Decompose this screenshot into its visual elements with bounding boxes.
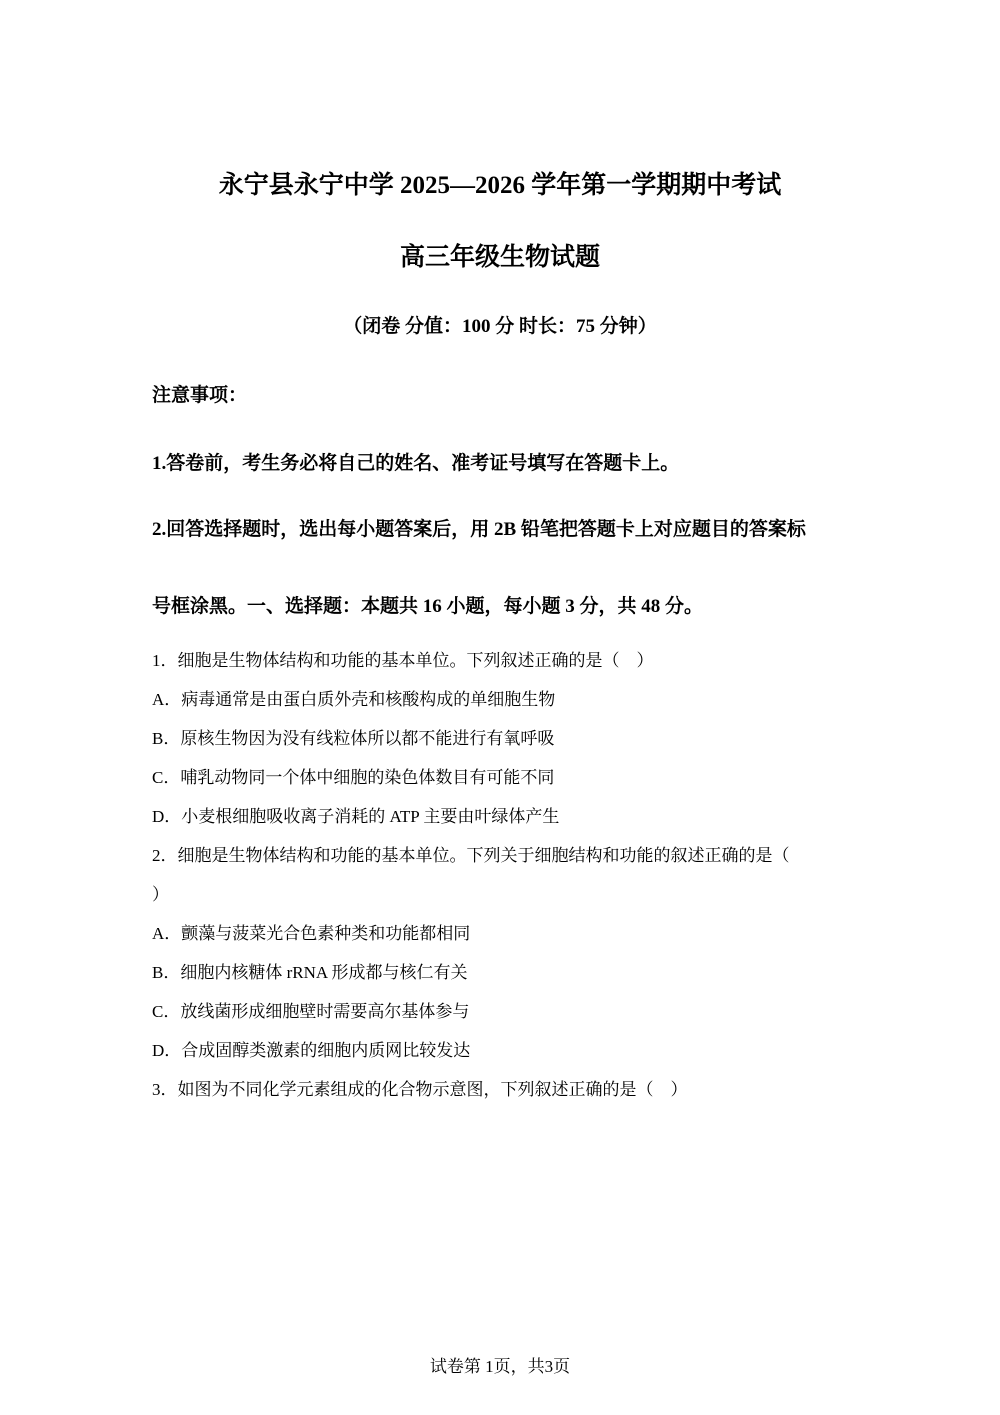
question-3-stem: 3．如图为不同化学元素组成的化合物示意图，下列叙述正确的是（ ） [152,1080,688,1099]
question-1-stem: 1．细胞是生物体结构和功能的基本单位。下列叙述正确的是（ ） [152,651,654,670]
notice-item-2-line-2: 号框涂黑。一、选择题：本题共 16 小题，每小题 3 分，共 48 分。 [152,596,704,617]
question-1-option-a: A．病毒通常是由蛋白质外壳和核酸构成的单细胞生物 [152,690,556,709]
notice-heading: 注意事项： [152,385,248,406]
notice-item-2-line-1: 2.回答选择题时，选出每小题答案后，用 2B 铅笔把答题卡上对应题目的答案标 [152,519,806,540]
question-2-stem-line-2: ） [152,885,169,904]
question-2-stem-line-1: 2．细胞是生物体结构和功能的基本单位。下列关于细胞结构和功能的叙述正确的是（ [152,846,790,865]
question-2-option-c: C．放线菌形成细胞壁时需要高尔基体参与 [152,1002,470,1021]
page-footer: 试卷第 1页，共3页 [429,1357,571,1376]
question-1-option-c: C．哺乳动物同一个体中细胞的染色体数目有可能不同 [152,768,555,787]
question-1-option-d: D．小麦根细胞吸收离子消耗的 ATP 主要由叶绿体产生 [152,807,560,826]
question-2-option-a: A．颤藻与菠菜光合色素种类和功能都相同 [152,924,471,943]
exam-title: 永宁县永宁中学 2025—2026 学年第一学期期中考试 [218,172,782,199]
exam-subtitle: 高三年级生物试题 [399,244,600,271]
question-2-option-d: D．合成固醇类激素的细胞内质网比较发达 [152,1041,471,1060]
notice-item-1: 1.答卷前，考生务必将自己的姓名、准考证号填写在答题卡上。 [152,453,680,474]
question-2-option-b: B．细胞内核糖体 rRNA 形成都与核仁有关 [152,963,468,982]
question-1-option-b: B．原核生物因为没有线粒体所以都不能进行有氧呼吸 [152,729,555,748]
exam-info: （闭卷 分值：100 分 时长：75 分钟） [343,316,657,337]
